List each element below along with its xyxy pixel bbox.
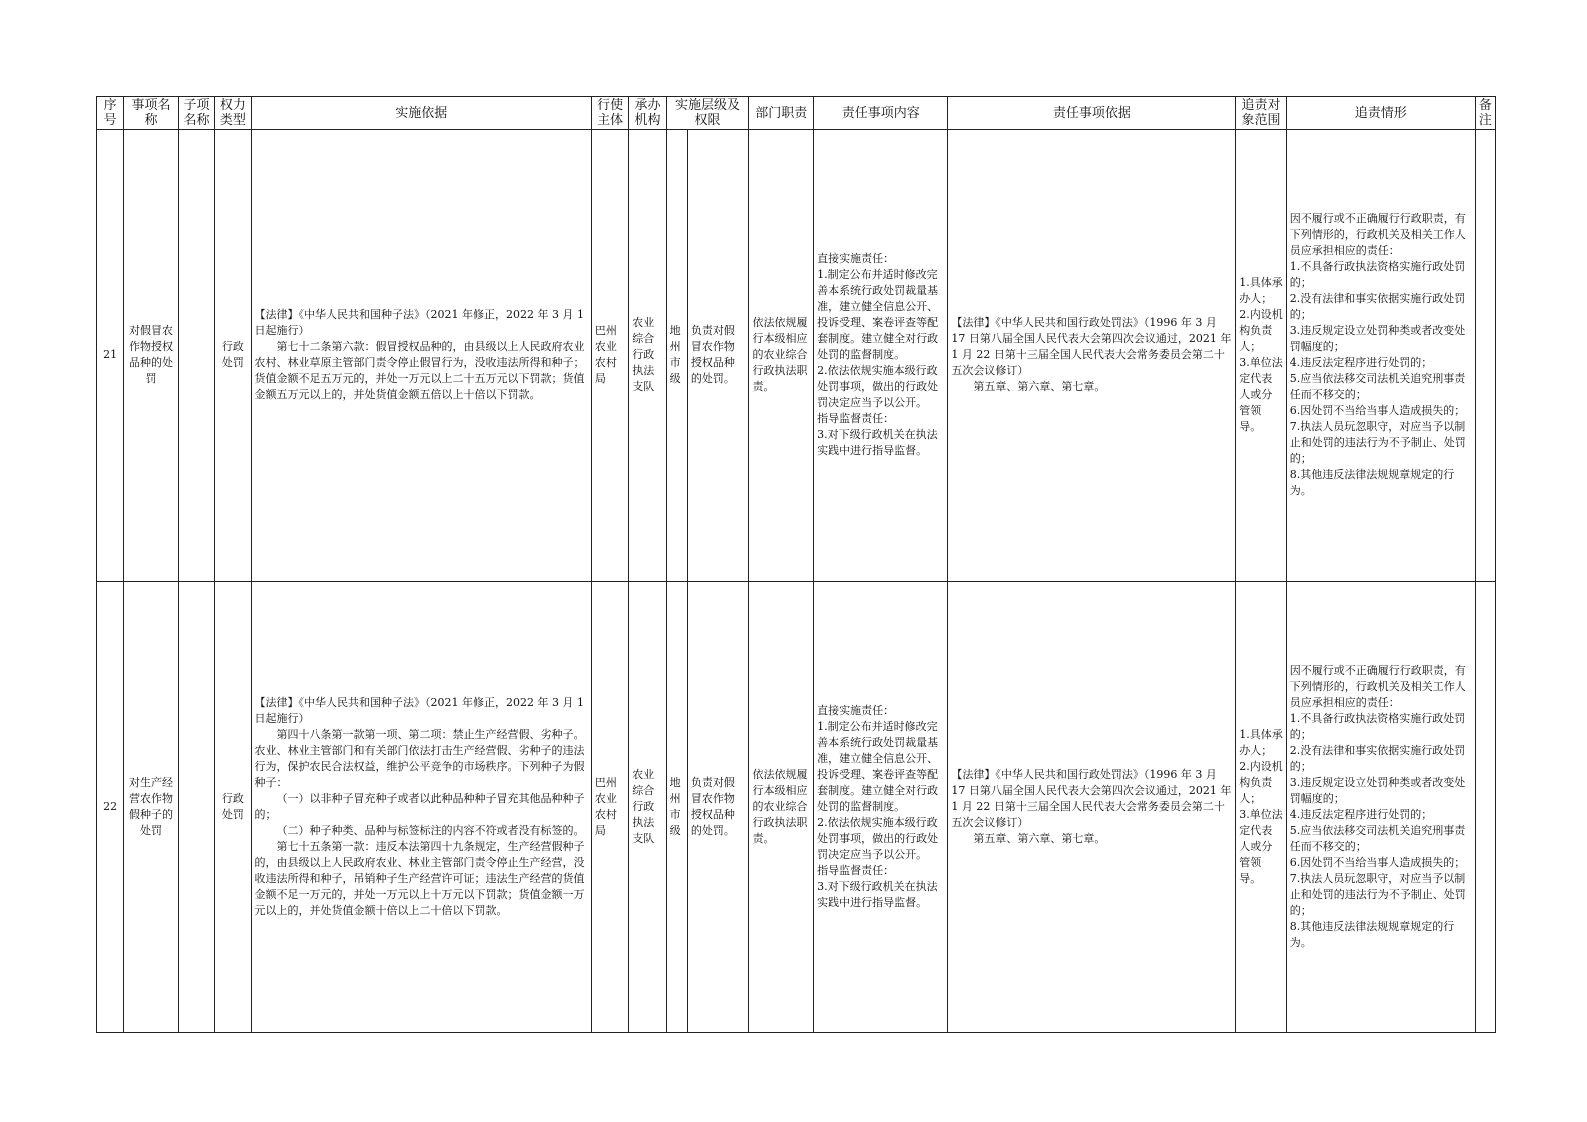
- row-scope: 1.具体承办人； 2.内设机构负责人； 3.单位法定代表人或分管领导。: [1236, 130, 1287, 582]
- row-name: 对生产经营农作物假种子的处罚: [124, 581, 179, 1033]
- header-basis: 实施依据: [251, 97, 591, 130]
- row-resp-content: 直接实施责任： 1.制定公布并适时修改完善本系统行政处罚裁量基准，建立健全信息公开、投诉受理、案卷评查等配套制度。建立健全对行政处罚的监督制度。 2.依法依规实施本级行政处罚事项，做出的行政处罚决定应当予以公开。 指导监督责任： 3.对下级行政机关在执法实践中进行指导监督。: [814, 581, 948, 1033]
- row-name: 对假冒农作物授权品种的处罚: [124, 130, 179, 582]
- header-subject: 行使主体: [591, 97, 628, 130]
- row-situations: 因不履行或不正确履行行政职责，有下列情形的，行政机关及相关工作人员应承担相应的责任： 1.不具备行政执法资格实施行政处罚的； 2.没有法律和事实依据实施行政处罚的； 3.违反规定设立处罚种类或者改变处罚幅度的； 4.违反法定程序进行处罚的； 5.应当依法移交司法机关追究刑事责任而不移交的； 6.因处罚不当给当事人造成损失的； 7.执法人员玩忽职守，对应当予以制止和处罚的违法行为不予制止、处罚的； 8.其他违反法律法规规章规定的行为。: [1286, 130, 1475, 582]
- row-duty: 依法依规履行本级相应的农业综合行政执法职责。: [749, 581, 814, 1033]
- resp-basis-chapters: 第五章、第六章、第七章。: [973, 380, 1106, 394]
- power-list-table: [96, 96, 1496, 1033]
- row-basis: [251, 581, 591, 1033]
- header-name: 事项名称: [124, 97, 179, 130]
- row-situations: 因不履行或不正确履行行政职责，有下列情形的，行政机关及相关工作人员应承担相应的责任： 1.不具备行政执法资格实施行政处罚的； 2.没有法律和事实依据实施行政处罚的； 3.违反规定设立处罚种类或者改变处罚幅度的； 4.违反法定程序进行处罚的； 5.应当依法移交司法机关追究刑事责任而不移交的； 6.因处罚不当给当事人造成损失的； 7.执法人员玩忽职守，对应当予以制止和处罚的违法行为不予制止、处罚的； 8.其他违反法律法规规章规定的行为。: [1286, 581, 1475, 1033]
- row-level: 地州市级: [666, 581, 687, 1033]
- row-resp-content: 直接实施责任： 1.制定公布并适时修改完善本系统行政处罚裁量基准，建立健全信息公开、投诉受理、案卷评查等配套制度。建立健全对行政处罚的监督制度。 2.依法依规实施本级行政处罚事项，做出的行政处罚决定应当予以公开。 指导监督责任： 3.对下级行政机关在执法实践中进行指导监督。: [814, 130, 948, 582]
- row-authority: 负责对假冒农作物授权品种的处罚。: [687, 130, 749, 582]
- table-row: [97, 130, 1496, 582]
- row-scope: 1.具体承办人； 2.内设机构负责人； 3.单位法定代表人或分管领导。: [1236, 581, 1287, 1033]
- row-org: 农业综合行政执法支队: [629, 130, 666, 582]
- row-org: 农业综合行政执法支队: [629, 581, 666, 1033]
- row-subject: 巴州农业农村局: [591, 130, 628, 582]
- row-sub: [178, 130, 214, 582]
- resp-basis-text: 【法律】《中华人民共和国行政处罚法》（1996 年 3 月 17 日第八届全国人民代表大会第四次会议通过，2021 年 1 月 22 日第十三届全国人民代表大会常务委员会第二十五次会议修订）: [951, 767, 1232, 829]
- header-resp-basis: 责任事项依据: [948, 97, 1236, 130]
- header-resp-content: 责任事项内容: [814, 97, 948, 130]
- basis-para: 第七十二条第六款：假冒授权品种的，由县级以上人民政府农业农村、林业草原主管部门责令停止假冒行为，没收违法所得和种子；货值金额不足五万元的，并处一万元以上二十五万元以下罚款；货值金额五万元以上的，并处货值金额五倍以上十倍以下罚款。: [254, 340, 585, 402]
- header-sub: 子项名称: [178, 97, 214, 130]
- basis-head: 【法律】《中华人民共和国种子法》（2021 年修正，2022 年 3 月 1 日起施行）: [254, 695, 584, 725]
- row-resp-basis: [948, 130, 1236, 582]
- header-level: 实施层级及权限: [666, 97, 749, 130]
- row-remark: [1475, 130, 1495, 582]
- header-scope: 追责对象范围: [1236, 97, 1287, 130]
- basis-para: 第四十八条第一款第一项、第二项：禁止生产经营假、劣种子。农业、林业主管部门和有关部门依法打击生产经营假、劣种子的违法行为，保护农民合法权益，维护公平竞争的市场秩序。下列种子为假种子：: [254, 727, 585, 789]
- basis-para: （一）以非种子冒充种子或者以此种品种种子冒充其他品种种子的；: [254, 791, 585, 821]
- header-situations: 追责情形: [1286, 97, 1475, 130]
- header-type: 权力类型: [215, 97, 251, 130]
- row-no: 21: [97, 130, 124, 582]
- basis-para: 第七十五条第一款：违反本法第四十九条规定，生产经营假种子的，由县级以上人民政府农业、林业主管部门责令停止生产经营，没收违法所得和种子，吊销种子生产经营许可证；违法生产经营的货值金额不足一万元的，并处一万元以上十万元以下罚款；货值金额一万元以上的，并处货值金额十倍以上二十倍以下罚款。: [254, 839, 585, 917]
- header-duty: 部门职责: [749, 97, 814, 130]
- row-subject: 巴州农业农村局: [591, 581, 628, 1033]
- header-no: 序号: [97, 97, 124, 130]
- row-basis: [251, 130, 591, 582]
- row-type: 行政处罚: [215, 130, 251, 582]
- header-remark: 备注: [1475, 97, 1495, 130]
- basis-para: （二）种子种类、品种与标签标注的内容不符或者没有标签的。: [276, 823, 585, 837]
- row-sub: [178, 581, 214, 1033]
- row-resp-basis: [948, 581, 1236, 1033]
- row-authority: 负责对假冒农作物授权品种的处罚。: [687, 581, 749, 1033]
- resp-basis-text: 【法律】《中华人民共和国行政处罚法》（1996 年 3 月 17 日第八届全国人民代表大会第四次会议通过，2021 年 1 月 22 日第十三届全国人民代表大会常务委员会第二十五次会议修订）: [951, 316, 1232, 378]
- row-type: 行政处罚: [215, 581, 251, 1033]
- basis-head: 【法律】《中华人民共和国种子法》（2021 年修正，2022 年 3 月 1 日起施行）: [254, 308, 584, 338]
- row-level: 地州市级: [666, 130, 687, 582]
- table-row: [97, 581, 1496, 1033]
- row-duty: 依法依规履行本级相应的农业综合行政执法职责。: [749, 130, 814, 582]
- row-remark: [1475, 581, 1495, 1033]
- header-row: [97, 97, 1496, 130]
- resp-basis-chapters: 第五章、第六章、第七章。: [973, 831, 1106, 845]
- row-no: 22: [97, 581, 124, 1033]
- header-org: 承办机构: [629, 97, 666, 130]
